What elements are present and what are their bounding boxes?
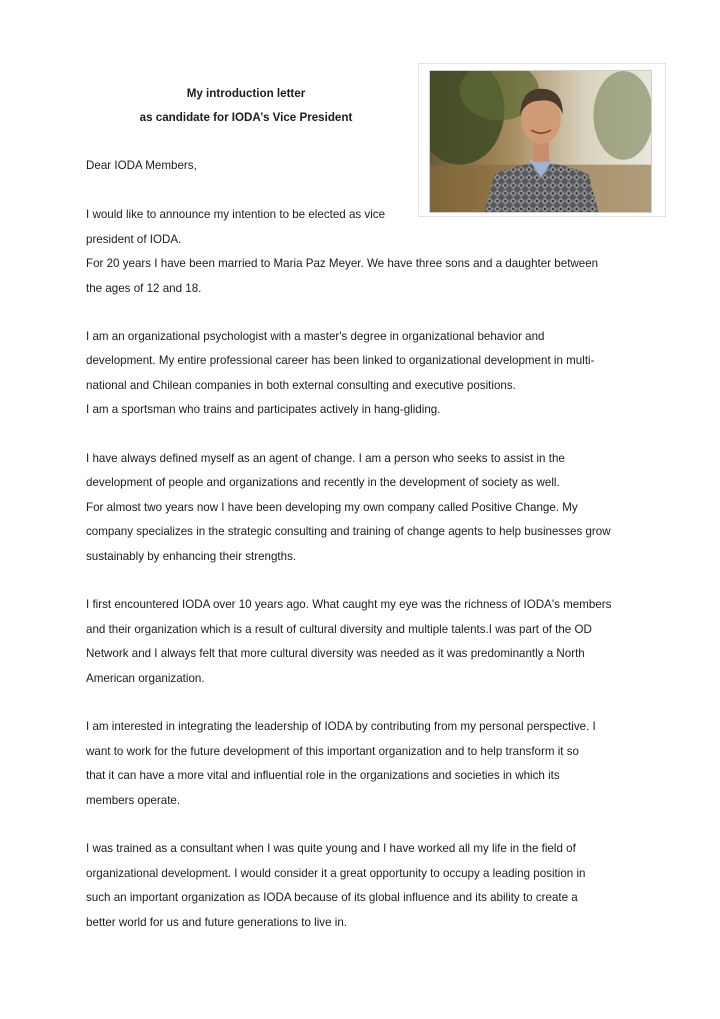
letter-line: Dear IODA Members, (86, 159, 197, 172)
letter-subtitle: as candidate for IODA’s Vice President (139, 111, 353, 124)
candidate-photo-frame (418, 63, 666, 217)
letter-line: I am an organizational psychologist with a master's degree in organizational behavior and (86, 330, 545, 343)
letter-line: I am a sportsman who trains and participates actively in hang-gliding. (86, 403, 441, 416)
letter-line: American organization. (86, 672, 205, 685)
letter-line: For 20 years I have been married to Maria Paz Meyer. We have three sons and a daughter between (86, 257, 599, 270)
letter-line: Network and I always felt that more cultural diversity was needed as it was predominantly a North (86, 647, 585, 660)
letter-line: company specializes in the strategic consulting and training of change agents to help businesses grow (86, 525, 611, 538)
letter-line: members operate. (86, 794, 181, 807)
letter-line: I have always defined myself as an agent of change. I am a person who seeks to assist in the (86, 452, 565, 465)
letter-line: better world for us and future generations to live in. (86, 916, 348, 929)
letter-line: the ages of 12 and 18. (86, 282, 202, 295)
letter-line: want to work for the future development of this important organization and to help transform it so (86, 745, 579, 758)
letter-title: My introduction letter (186, 87, 306, 100)
letter-line: development. My entire professional career has been linked to organizational development in multi- (86, 354, 595, 367)
letter-line: president of IODA. (86, 233, 182, 246)
candidate-photo (429, 70, 652, 213)
letter-line: development of people and organizations and recently in the development of society as well. (86, 476, 560, 489)
letter-line: and their organization which is a result of cultural diversity and multiple talents.I was part of the OD (86, 623, 592, 636)
letter-line: I was trained as a consultant when I was quite young and I have worked all my life in the field of (86, 842, 576, 855)
letter-line: that it can have a more vital and influential role in the organizations and societies in which its (86, 769, 560, 782)
letter-line: I first encountered IODA over 10 years ago. What caught my eye was the richness of IODA's members (86, 598, 612, 611)
letter-line: national and Chilean companies in both external consulting and executive positions. (86, 379, 516, 392)
letter-line: I would like to announce my intention to be elected as vice (86, 208, 386, 221)
letter-line: For almost two years now I have been developing my own company called Positive Change. My (86, 501, 578, 514)
letter-line: sustainably by enhancing their strengths. (86, 550, 297, 563)
letter-line: organizational development. I would consider it a great opportunity to occupy a leading position in (86, 867, 586, 880)
letter-line: such an important organization as IODA because of its global influence and its ability to create a (86, 891, 578, 904)
letter-line: I am interested in integrating the leadership of IODA by contributing from my personal perspective. I (86, 720, 596, 733)
